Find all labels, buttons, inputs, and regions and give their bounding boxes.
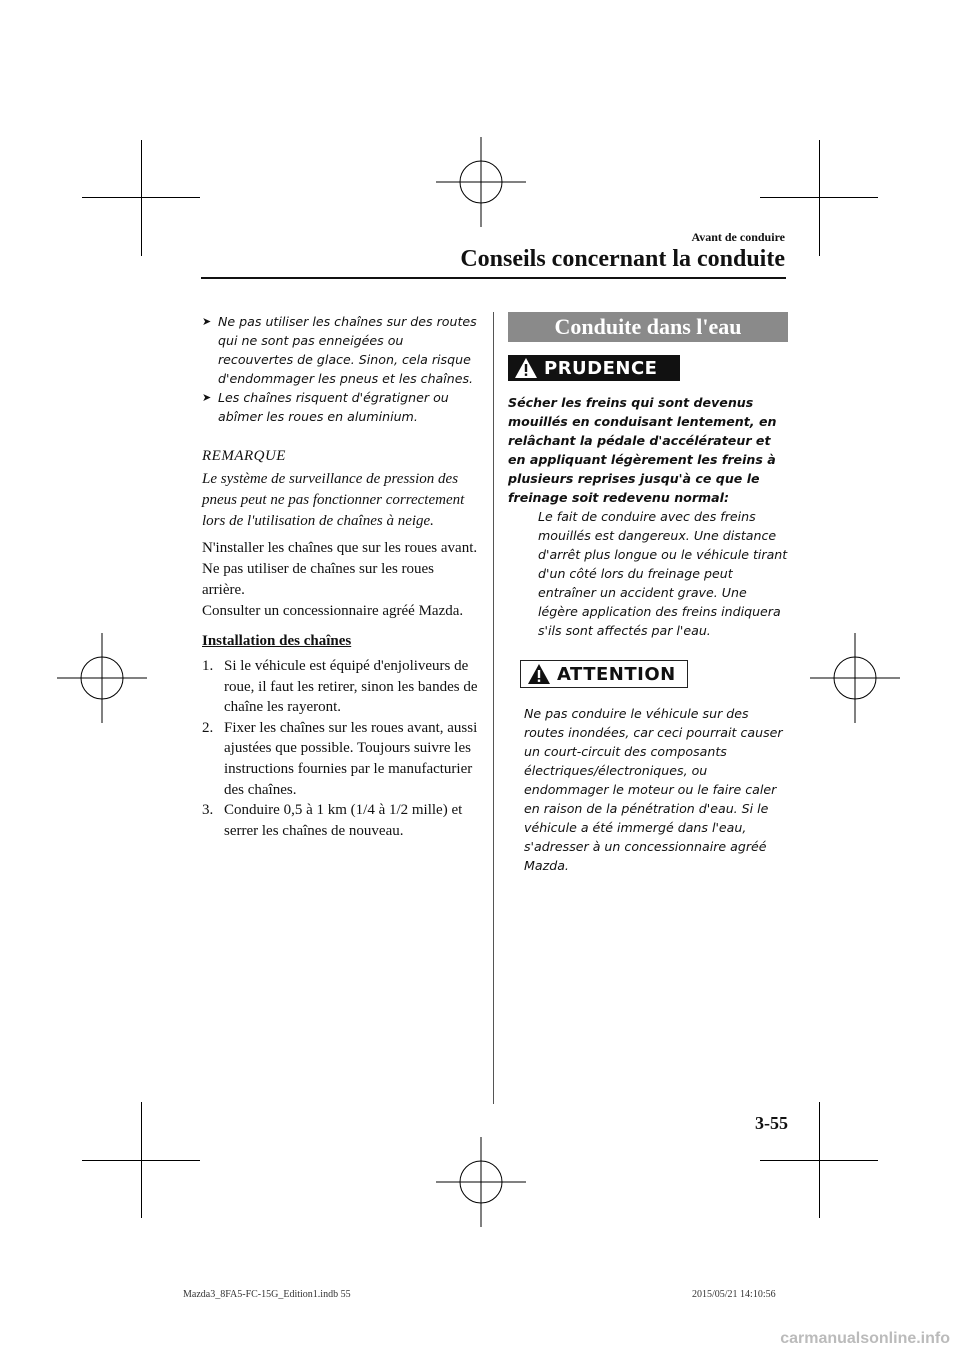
prudence-badge: [508, 355, 680, 381]
left-column: [202, 312, 480, 841]
bullet-text: Ne pas utiliser les chaînes sur des routes qui ne sont pas enneigées ou recouvertes de glace. Sinon, cela risque d'endommager les pneus et les chaînes.: [218, 314, 477, 386]
registration-target-icon: [436, 1137, 526, 1227]
attention-badge: [520, 660, 688, 688]
right-column: [508, 312, 788, 875]
paragraph-line: Consulter un concessionnaire agréé Mazda.: [202, 603, 464, 619]
remark-text: Le système de surveillance de pression des pneus peut ne pas fonctionner correctement lors de l'utilisation de chaînes à neige.: [202, 471, 465, 529]
install-heading: Installation des chaînes: [202, 633, 352, 649]
step-text: Fixer les chaînes sur les roues avant, aussi ajustées que possible. Toujours suivre les instructions fournies par le manufacturier des chaînes.: [224, 719, 478, 798]
header-divider: [201, 277, 786, 279]
list-item: [202, 656, 480, 718]
body-paragraph: [202, 538, 480, 622]
page-number: 3-55: [755, 1113, 788, 1133]
watermark: carmanualsonline.info: [780, 1330, 950, 1347]
step-text: Conduire 0,5 à 1 km (1/4 à 1/2 mille) et serrer les chaînes de nouveau.: [224, 802, 463, 839]
step-text: Si le véhicule est équipé d'enjoliveurs de roue, il faut les retirer, sinon les bandes de chaîne les rayeront.: [224, 658, 478, 716]
list-item: [202, 312, 480, 388]
list-item: [202, 388, 480, 426]
step-number: 3.: [202, 802, 214, 819]
prudence-label: PRUDENCE: [544, 357, 658, 379]
remark-heading: REMARQUE: [202, 448, 286, 464]
footer-file-label: Mazda3_8FA5-FC-15G_Edition1.indb 55: [183, 1289, 351, 1300]
arrowhead-bullet-icon: ➤: [202, 315, 212, 328]
page-title: Conseils concernant la conduite: [460, 246, 785, 272]
step-number: 1.: [202, 658, 214, 674]
registration-target-icon: [810, 633, 900, 723]
registration-target-icon: [57, 633, 147, 723]
list-item: [202, 800, 480, 841]
prudence-explanation: Le fait de conduire avec des freins mouillés est dangereux. Une distance d'arrêt plus longue ou le véhicule tirant d'un côté lors du freinage peut entraîner un accident grave. Une légère application des freins indiquera s'ils sont affectés par l'eau.: [538, 509, 788, 638]
paragraph-line: N'installer les chaînes que sur les roues avant.: [202, 540, 478, 556]
warning-triangle-icon: [527, 663, 551, 685]
warning-triangle-icon: [514, 357, 538, 379]
footer-timestamp: 2015/05/21 14:10:56: [692, 1289, 776, 1300]
prudence-instruction: Sécher les freins qui sont devenus mouillés en conduisant lentement, en relâchant la pédale d'accélérateur et en appliquant légèrement les freins à plusieurs reprises jusqu'à ce que le freinage soit redevenu normal:: [508, 395, 777, 505]
header-section-label: Avant de conduire: [691, 230, 785, 244]
column-divider: [493, 312, 494, 1104]
section-title: Conduite dans l'eau: [508, 312, 788, 342]
steps-list: [202, 656, 480, 841]
attention-label: ATTENTION: [557, 663, 676, 685]
step-number: 2.: [202, 719, 214, 736]
arrowhead-bullet-icon: ➤: [202, 391, 212, 404]
registration-target-icon: [436, 137, 526, 227]
attention-text: Ne pas conduire le véhicule sur des routes inondées, car ceci pourrait causer un court-circuit des composants électriques/électroniques, ou endommager le moteur ou le faire caler en raison de la pénétration d'eau. Si le véhicule a été immergé dans l'eau, s'adresser à un concessionnaire agréé Mazda.: [524, 706, 783, 873]
paragraph-line: Ne pas utiliser de chaînes sur les roues arrière.: [202, 561, 435, 598]
list-item: [202, 718, 480, 800]
bullet-text: Les chaînes risquent d'égratigner ou abîmer les roues en aluminium.: [218, 390, 449, 424]
